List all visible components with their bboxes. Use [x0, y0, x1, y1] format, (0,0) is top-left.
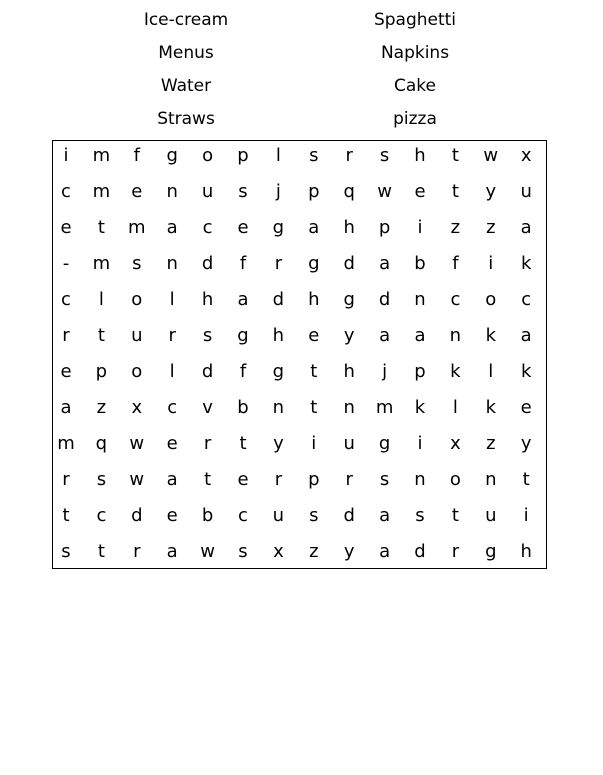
grid-letter: k [485, 325, 497, 346]
grid-letter: g [485, 541, 497, 562]
grid-letter: u [131, 325, 143, 346]
grid-letter: m [57, 433, 75, 454]
grid-letter: e [60, 361, 72, 382]
grid-letter: l [488, 361, 494, 382]
grid-letter: t [451, 505, 459, 526]
grid-letter: m [92, 253, 111, 274]
grid-letter: a [379, 541, 391, 562]
word-list-row [0, 107, 603, 140]
grid-letter: r [345, 145, 353, 166]
grid-letter: w [483, 145, 499, 166]
grid-letter: t [97, 217, 105, 238]
grid-letter: e [237, 469, 249, 490]
grid-letter: h [308, 289, 320, 310]
word-water: Water [160, 76, 212, 96]
grid-letter: c [521, 289, 532, 310]
grid-letter: c [450, 289, 461, 310]
grid-letter: e [60, 217, 72, 238]
grid-letter: a [166, 217, 178, 238]
grid-letter: p [414, 361, 426, 382]
grid-letter: i [417, 433, 423, 454]
grid-letter: c [61, 289, 71, 310]
grid-letter: d [131, 505, 143, 526]
grid-letter: s [309, 145, 319, 166]
grid-letter: h [414, 145, 426, 166]
grid-letter: v [202, 397, 213, 418]
grid-letter: p [378, 217, 391, 238]
grid-letter: j [275, 181, 281, 202]
word-ice-cream: Ice-cream [143, 10, 229, 30]
grid-letter: q [95, 433, 108, 454]
grid-letter: i [311, 433, 317, 454]
grid-letter: o [449, 469, 461, 490]
grid-letter: t [97, 325, 105, 346]
grid-letter: k [520, 361, 532, 382]
grid-letter: r [451, 541, 460, 562]
grid-letter: t [62, 505, 70, 526]
grid-letter: z [486, 433, 496, 454]
grid-letter: e [237, 217, 249, 238]
grid-letter: a [520, 217, 532, 238]
grid-letter: a [166, 541, 178, 562]
grid-letter: z [309, 541, 319, 562]
grid-letter: b [414, 253, 426, 274]
grid-row [53, 177, 546, 213]
grid-row [53, 501, 546, 537]
grid-letter: s [238, 541, 248, 562]
grid-letter: n [272, 397, 285, 418]
grid-letter: g [308, 253, 320, 274]
grid-letter: p [308, 469, 320, 490]
grid-letter: s [202, 325, 213, 346]
grid-letter: x [131, 397, 143, 418]
grid-letter: t [451, 145, 459, 166]
grid-letter: s [132, 253, 142, 274]
grid-letter: n [414, 469, 426, 490]
grid-letter: r [133, 541, 141, 562]
grid-letter: r [345, 469, 353, 490]
grid-letter: t [204, 469, 212, 490]
word-search-grid [52, 140, 547, 569]
grid-letter: n [449, 325, 462, 346]
grid-letter: a [379, 505, 391, 526]
grid-letter: b [201, 505, 214, 526]
grid-letter: r [62, 325, 70, 346]
grid-letter: l [169, 361, 175, 382]
grid-letter: k [485, 397, 497, 418]
grid-letter: s [96, 469, 107, 490]
grid-letter: f [239, 253, 247, 274]
grid-letter: c [61, 181, 71, 202]
grid-letter: b [237, 397, 249, 418]
grid-letter: a [308, 217, 320, 238]
grid-letter: t [310, 397, 318, 418]
grid-row [53, 321, 546, 357]
word-straws: Straws [157, 109, 215, 129]
grid-letter: s [238, 181, 248, 202]
grid-letter: w [200, 541, 215, 562]
grid-letter: t [97, 541, 105, 562]
grid-letter: i [488, 253, 494, 274]
grid-letter: e [308, 325, 320, 346]
grid-row [53, 465, 546, 501]
grid-row [53, 393, 546, 429]
grid-letter: x [273, 541, 284, 562]
grid-letter: l [275, 145, 281, 166]
grid-letter: j [382, 361, 388, 382]
grid-letter: o [202, 145, 214, 166]
grid-letter: y [485, 181, 497, 202]
grid-letter: h [272, 325, 285, 346]
grid-row [53, 357, 546, 393]
grid-letter: r [274, 469, 283, 490]
grid-letter: s [379, 469, 390, 490]
grid-letter: a [60, 397, 72, 418]
grid-letter: m [92, 145, 111, 166]
grid-letter: l [169, 289, 175, 310]
grid-letter: n [343, 397, 355, 418]
grid-letter: s [309, 505, 319, 526]
grid-letter: u [485, 505, 497, 526]
grid-letter: u [272, 505, 285, 526]
grid-letter: d [201, 253, 214, 274]
grid-letter: g [237, 325, 249, 346]
grid-letter: q [343, 181, 355, 202]
grid-row [53, 285, 546, 321]
grid-letter: a [520, 325, 532, 346]
grid-letter: t [310, 361, 318, 382]
grid-letter: k [450, 361, 461, 382]
grid-letter: d [414, 541, 426, 562]
grid-letter: h [520, 541, 532, 562]
grid-letter: p [95, 361, 108, 382]
grid-letter: a [379, 325, 391, 346]
grid-letter: l [98, 289, 104, 310]
word-pizza: pizza [393, 109, 437, 129]
grid-letter: - [62, 253, 70, 274]
grid-letter: g [272, 361, 285, 382]
word-list-row [0, 74, 603, 107]
grid-letter: z [486, 217, 496, 238]
grid-letter: a [414, 325, 426, 346]
grid-letter: m [128, 217, 146, 238]
grid-letter: y [343, 325, 355, 346]
grid-letter: y [520, 433, 532, 454]
grid-letter: y [273, 433, 284, 454]
grid-letter: u [201, 181, 214, 202]
word-napkins: Napkins [380, 43, 450, 63]
grid-letter: n [485, 469, 497, 490]
word-list [0, 8, 603, 140]
grid-letter: c [202, 217, 213, 238]
grid-row [53, 249, 546, 285]
grid-letter: o [131, 289, 143, 310]
grid-letter: i [63, 145, 69, 166]
grid-letter: g [166, 145, 178, 166]
grid-letter: d [343, 253, 355, 274]
word-list-row [0, 8, 603, 41]
grid-letter: e [520, 397, 532, 418]
grid-row [53, 141, 546, 177]
grid-letter: k [520, 253, 532, 274]
grid-letter: g [378, 433, 391, 454]
grid-letter: r [62, 469, 70, 490]
grid-letter: n [166, 253, 178, 274]
grid-letter: s [415, 505, 425, 526]
grid-letter: p [237, 145, 249, 166]
grid-letter: a [379, 253, 391, 274]
grid-letter: f [239, 361, 247, 382]
grid-letter: k [414, 397, 426, 418]
grid-letter: r [274, 253, 283, 274]
grid-letter: c [238, 505, 248, 526]
grid-letter: e [131, 181, 143, 202]
grid-letter: d [343, 505, 355, 526]
grid-letter: y [343, 541, 355, 562]
grid-letter: t [522, 469, 530, 490]
grid-letter: o [485, 289, 497, 310]
word-list-row [0, 41, 603, 74]
grid-letter: s [379, 145, 390, 166]
grid-row [53, 429, 546, 465]
grid-letter: a [237, 289, 249, 310]
grid-letter: c [167, 397, 178, 418]
grid-letter: x [450, 433, 461, 454]
grid-letter: m [375, 397, 394, 418]
grid-letter: c [96, 505, 107, 526]
grid-letter: l [452, 397, 458, 418]
grid-letter: w [377, 181, 392, 202]
grid-letter: p [308, 181, 320, 202]
grid-letter: t [451, 181, 459, 202]
grid-row [53, 213, 546, 249]
grid-letter: z [96, 397, 107, 418]
grid-letter: x [520, 145, 532, 166]
grid-letter: d [201, 361, 214, 382]
grid-letter: a [166, 469, 178, 490]
grid-letter: u [520, 181, 532, 202]
grid-letter: s [61, 541, 71, 562]
grid-letter: e [166, 505, 178, 526]
grid-letter: n [166, 181, 178, 202]
grid-letter: h [201, 289, 214, 310]
grid-letter: z [450, 217, 461, 238]
word-menus: Menus [158, 43, 214, 63]
grid-letter: h [343, 361, 355, 382]
grid-letter: e [414, 181, 426, 202]
grid-letter: d [272, 289, 285, 310]
grid-letter: g [272, 217, 285, 238]
grid-letter: f [452, 253, 459, 274]
grid-letter: n [414, 289, 426, 310]
grid-letter: m [92, 181, 111, 202]
grid-letter: i [417, 217, 423, 238]
grid-letter: e [166, 433, 178, 454]
grid-letter: h [343, 217, 355, 238]
grid-letter: f [133, 145, 140, 166]
grid-letter: r [168, 325, 176, 346]
grid-letter: r [203, 433, 212, 454]
grid-letter: o [131, 361, 143, 382]
grid-letter: d [378, 289, 391, 310]
grid-letter: u [343, 433, 355, 454]
grid-row [53, 537, 546, 573]
grid-letter: w [129, 433, 145, 454]
grid-letter: i [523, 505, 529, 526]
grid-letter: t [239, 433, 247, 454]
word-cake: Cake [394, 76, 436, 96]
grid-letter: w [129, 469, 145, 490]
word-spaghetti: Spaghetti [373, 10, 457, 30]
grid-letter: g [343, 289, 355, 310]
